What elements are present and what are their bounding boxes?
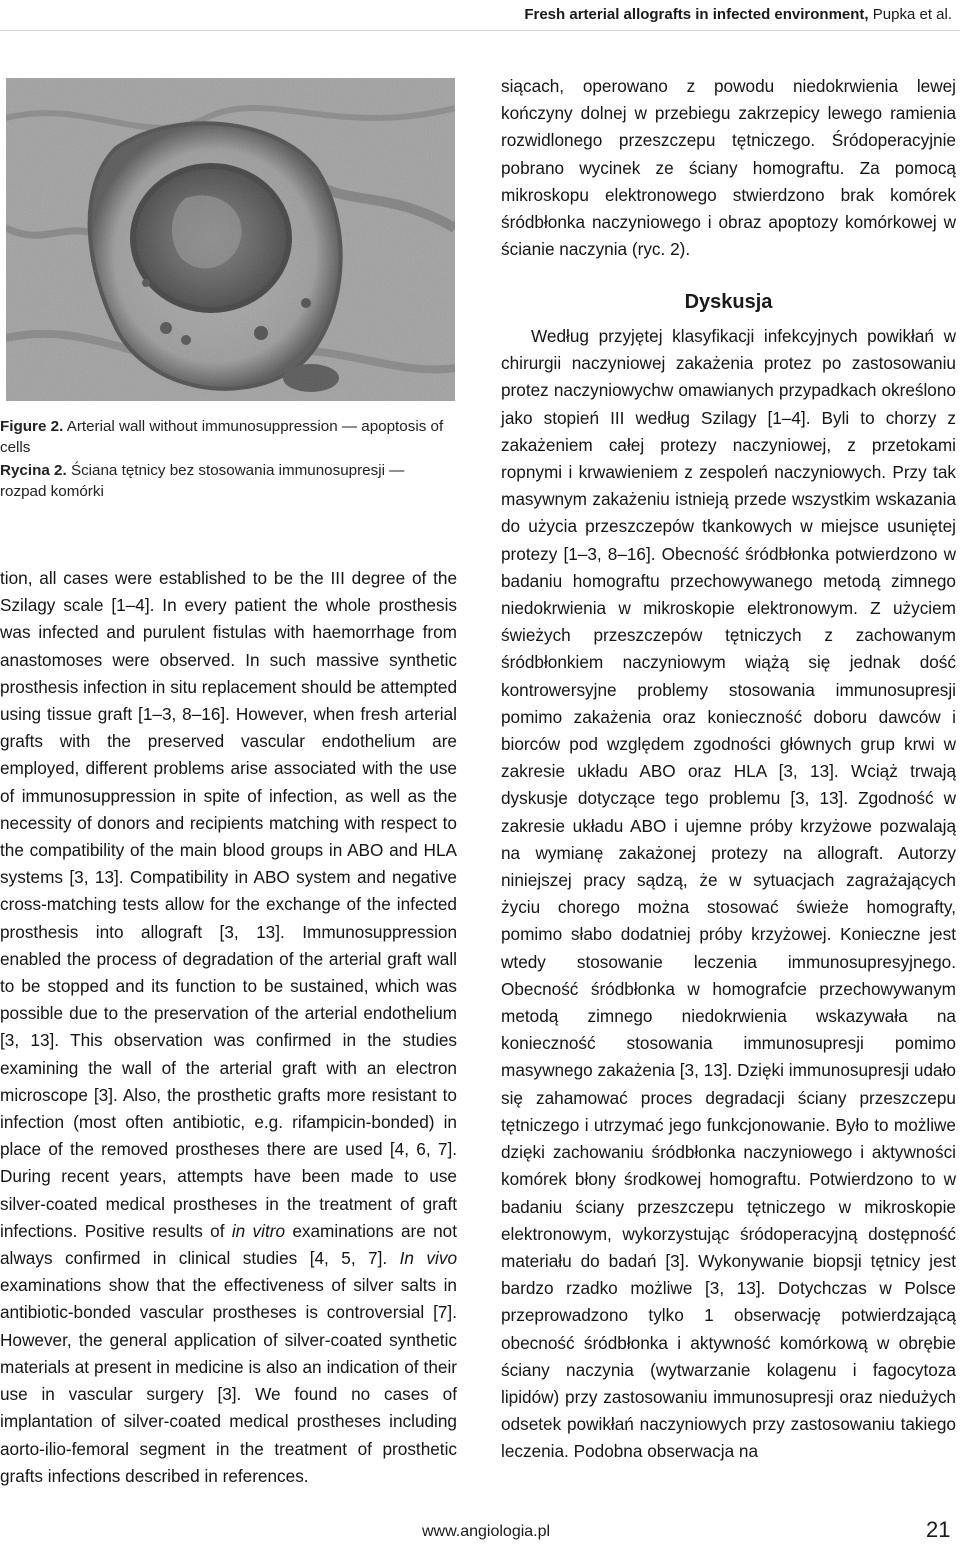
right-column-intro (501, 73, 956, 263)
footer-url: www.angiologia.pl (422, 1523, 551, 1540)
micrograph-figure (6, 78, 455, 401)
micrograph-image (6, 78, 455, 401)
left-paragraph (0, 565, 457, 1490)
header-authors: Pupka et al. (872, 6, 952, 23)
in-vitro-italic: in vitro (231, 1220, 286, 1241)
page-number: 21 (926, 1517, 951, 1542)
left-text-part-3: examinations show that the effectiveness of silver salts in antibiotic-bonded vascular prostheses is controversial [7]. However, the general application of silver-coated synthetic materials at present in medicine is also an indication of their use in vascular surgery [3]. We found no cases of implantation of silver-coated medical prostheses including aorto-ilio-femoral segment in the treatment of prosthetic grafts infections described in references. (0, 1275, 457, 1486)
caption-pl-label: Rycina 2. (0, 462, 67, 479)
figure-caption (0, 416, 452, 504)
left-text-part-2: examinations are not always confirmed in clinical studies [4, 5, 7]. (0, 1220, 457, 1269)
caption-english (0, 416, 452, 458)
caption-en-label: Figure 2. (0, 418, 64, 435)
header-title-bold: Fresh arterial allografts in infected environment, (524, 6, 869, 23)
right-column-body (501, 323, 956, 1466)
running-header (0, 0, 960, 31)
caption-pl-text: Ściana tętnicy bez stosowania immunosupresji — rozpad komórki (0, 462, 405, 500)
header-title (524, 6, 952, 23)
in-vivo-italic: In vivo (399, 1248, 457, 1269)
caption-polish (0, 460, 452, 502)
right-body-paragraph: Według przyjętej klasyfikacji infekcyjnych powikłań w chirurgii naczyniowej zakażenia protez po zastosowaniu protez naczyniowychw omawianych przypadkach określono jako stopień III według Szilagy [1–4]. Byli to chorzy z zakażeniem całej protezy naczyniowej, z przetokami ropnymi i krwawieniem z zespoleń naczyniowych. Przy tak masywnym zakażeniu istnieją przede wszystkim wskazania do użycia przeszczepów tkankowych w miejsce usuniętej protezy [1–3, 8–16]. Obecność śródbłonka potwierdzono w badaniu homograftu przechowywanego metodą zimnego niedokrwienia w mikroskopie elektronowym. Z użyciem świeżych przeszczepów tętniczych z zachowanym śródbłonkiem naczyniowym wiążą się jednak dość kontrowersyjne problemy stosowania immunosupresji pomimo zakażenia oraz konieczność doboru dawców i biorców pod względem zgodności głównych grup krwi w zakresie układu ABO oraz HLA [3, 13]. Wciąż trwają dyskusje dotyczące tego problemu [3, 13]. Zgodność w zakresie układu ABO i ujemne próby krzyżowe pozwalają na wymianę zakażonej protezy na allograft. Autorzy niniejszej pracy sądzą, że w sytuacjach zagrażających życiu chorego można stosować świeże homografty, pomimo słabo dodatniej próby krzyżowej. Konieczne jest wtedy stosowanie leczenia immunosupresyjnego. Obecność śródbłonka w homografcie przechowywanym metodą zimnego niedokrwienia wskazywała na konieczność stosowania immunosupresji pomimo masywnego zakażenia [3, 13]. Dzięki immunosupresji udało się zahamować proces degradacji ściany przeszczepu tętniczego i utrzymać jego funkcjonowanie. Było to możliwe dzięki zachowaniu śródbłonka naczyniowego i aktywności komórek błony środkowej homograftu. Potwierdzono to w badaniu ściany przeszczepu tętniczego w mikroskopie elektronowym, wykorzystując śródoperacyjną dostępność materiału do badań [3]. Wykonywanie biopsji tętnicy jest bardzo rzadko możliwe [3, 13]. Dotychczas w Polsce przeprowadzono tylko 1 obserwację potwierdzającą obecność śródbłonka i aktywność komórkową w obrębie ściany naczynia (wytwarzanie kolagenu i fagocytoza lipidów) przy zastosowaniu immunosupresji oraz niedużych odsetek powikłań naczyniowych przy zastosowaniu takiego leczenia. Podobna obserwacja na (501, 326, 956, 1462)
left-column-text (0, 565, 457, 1490)
section-heading: Dyskusja (684, 291, 773, 313)
left-text-part-1: tion, all cases were established to be the III degree of the Szilagy scale [1–4]. In every patient the whole prosthesis was infected and purulent fistulas with haemorrhage from anastomoses were observed. In such massive synthetic prosthesis infection in situ replacement should be attempted using tissue graft [1–3, 8–16]. However, when fresh arterial grafts with the preserved vascular endothelium are employed, different problems arise associated with the use of immunosuppression in spite of infection, as well as the necessity of donors and recipients matching with respect to the compatibility of the main blood groups in ABO and HLA systems [3, 13]. Compatibility in ABO system and negative cross-matching tests allow for the exchange of the infected prosthesis into allograft [3, 13]. Immunosuppression enabled the process of degradation of the arterial graft wall to be stopped and its function to be sustained, which was possible due to the preservation of the arterial endothelium [3, 13]. This observation was confirmed in the studies examining the wall of the arterial graft with an electron microscope [3]. Also, the prosthetic grafts more resistant to infection (most often antibiotic, e.g. rifampicin-bonded) in place of the removed prostheses there are used [4, 6, 7]. During recent years, attempts have been made to use silver-coated medical prostheses in the treatment of graft infections. Positive results of (0, 568, 457, 1241)
caption-en-text: Arterial wall without immunosuppression — apoptosis of cells (0, 418, 444, 456)
right-intro-paragraph: siącach, operowano z powodu niedokrwienia lewej kończyny dolnej w przebiegu zakrzepicy lewego ramienia rozwidlonego przeszczepu tętniczego. Śródoperacyjnie pobrano wycinek ze ściany homograftu. Za pomocą mikroskopu elektronowego stwierdzono brak komórek śródbłonka naczyniowego i obraz apoptozy komórkowej w ścianie naczynia (ryc. 2). (501, 76, 956, 260)
